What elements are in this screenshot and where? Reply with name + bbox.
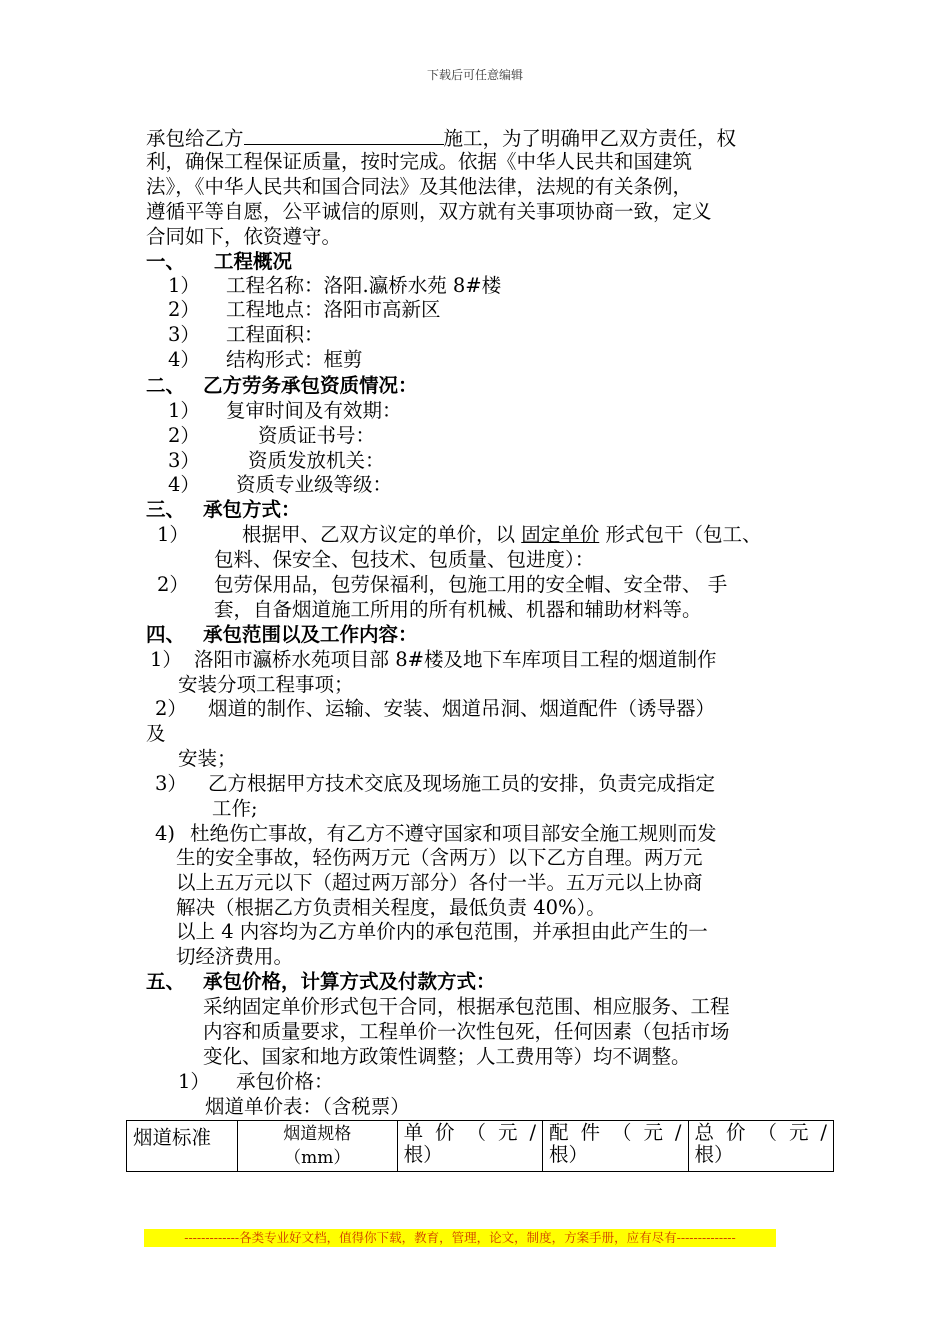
header-flue-spec: [237, 1121, 397, 1172]
s3-item-1-text-b: 形式包干（包工、: [605, 523, 762, 546]
s4-item-1-number: 1）: [150, 648, 182, 671]
header-accessory-price-line-1: 配 件 （ 元 /: [549, 1121, 682, 1144]
header-unit-price-line-2: 根）: [403, 1143, 443, 1166]
footer-banner: -------------各类专业好文档，值得你下载，教育，管理，论文，制度，方案手册，应有尽有--------------: [144, 1229, 776, 1247]
intro-line-2: 利，确保工程保证质量，按时完成。依据《中华人民共和国建筑: [146, 150, 693, 173]
s4-item-4-number: 4): [155, 822, 176, 845]
section-1-number: 一、: [146, 250, 186, 273]
s4-item-2-line-1: 烟道的制作、运输、安装、烟道吊洞、烟道配件（诱导器）: [208, 697, 716, 720]
s3-item-1-line-1: [242, 523, 761, 547]
contractor-blank-field: [244, 126, 444, 145]
s4-item-2-line-2: 及: [146, 722, 166, 745]
s1-item-1-text: 工程名称：洛阳.瀛桥水苑 8#楼: [226, 274, 502, 297]
s1-item-4-number: 4）: [168, 348, 200, 371]
s4-item-4-line-2: 生的安全事故，轻伤两万元（含两万）以下乙方自理。两万元: [176, 846, 703, 869]
header-flue-spec-line-1: 烟道规格: [283, 1124, 352, 1144]
s4-item-3-line-2: 工作;: [212, 797, 258, 820]
s1-item-1-number: 1）: [168, 274, 200, 297]
header-flue-spec-line-2: （mm）: [284, 1148, 351, 1168]
price-table: [126, 1120, 834, 1172]
s2-item-4-text: 资质专业级等级：: [236, 473, 393, 496]
s4-item-3-line-1: 乙方根据甲方技术交底及现场施工员的安排，负责完成指定: [208, 772, 716, 795]
s3-item-2-number: 2）: [157, 573, 189, 596]
page-header-note: 下载后可任意编辑: [426, 68, 523, 82]
s4-item-3-number: 3）: [155, 772, 187, 795]
s2-item-3-text: 资质发放机关：: [248, 449, 385, 472]
s2-item-3-number: 3）: [168, 449, 200, 472]
fixed-unit-price-underlined: 固定单价: [521, 523, 600, 546]
header-total-price: [688, 1121, 833, 1172]
section-5-title: 承包价格，计算方式及付款方式：: [203, 970, 496, 993]
price-table-header-row: [127, 1121, 834, 1172]
header-unit-price-line-1: 单 价 （ 元 /: [403, 1121, 537, 1144]
s3-item-2-line-2: 套，自备烟道施工所用的所有机械、机器和辅助材料等。: [214, 598, 702, 621]
header-unit-price: [397, 1121, 542, 1172]
section-2-title: 乙方劳务承包资质情况：: [203, 374, 418, 397]
s2-item-4-number: 4）: [168, 473, 200, 496]
intro-line-1-prefix: 承包给乙方: [146, 127, 244, 150]
s5-sub-text: 承包价格：: [236, 1070, 334, 1093]
s4-item-4-line-4: 解决（根据乙方负责相关程度，最低负责 40%）。: [176, 896, 606, 919]
s4-item-2-line-3: 安装；: [178, 747, 237, 770]
s5-paragraph-line-3: 变化、国家和地方政策性调整；人工费用等）均不调整。: [203, 1045, 691, 1068]
s3-item-1-text-a: 根据甲、乙双方议定的单价，以: [242, 523, 516, 546]
section-5-number: 五、: [146, 970, 186, 993]
intro-line-1: [146, 126, 736, 151]
price-table-caption: 烟道单价表：（含税票）: [205, 1095, 410, 1118]
s4-item-2-number: 2）: [155, 697, 187, 720]
s2-item-1-number: 1）: [168, 399, 200, 422]
header-accessory-price-line-2: 根）: [549, 1143, 589, 1166]
header-total-price-line-2: 根）: [694, 1143, 734, 1166]
intro-line-5: 合同如下，依资遵守。: [146, 225, 342, 248]
section-3-number: 三、: [146, 498, 186, 521]
s2-item-1-text: 复审时间及有效期：: [226, 399, 402, 422]
intro-line-4: 遵循平等自愿，公平诚信的原则，双方就有关事项协商一致，定义: [146, 200, 712, 223]
s5-paragraph-line-2: 内容和质量要求，工程单价一次性包死，任何因素（包括市场: [203, 1020, 730, 1043]
s2-item-2-text: 资质证书号：: [258, 424, 376, 447]
section-3-title: 承包方式：: [203, 498, 301, 521]
header-flue-standard: 烟道标准: [127, 1121, 238, 1172]
section-4-number: 四、: [146, 623, 186, 646]
header-accessory-price: [543, 1121, 688, 1172]
s1-item-3-number: 3）: [168, 323, 200, 346]
section-2-number: 二、: [146, 374, 186, 397]
s2-item-2-number: 2）: [168, 424, 200, 447]
header-total-price-line-1: 总 价 （ 元 /: [694, 1121, 827, 1144]
s4-item-4-line-3: 以上五万元以下（超过两万部分）各付一半。五万元以上协商: [176, 871, 703, 894]
s1-item-2-text: 工程地点：洛阳市高新区: [226, 298, 441, 321]
s4-item-4-line-6: 切经济费用。: [176, 945, 294, 968]
s4-item-1-line-2: 安装分项工程事项；: [178, 673, 354, 696]
s5-sub-number: 1）: [178, 1070, 210, 1093]
s4-item-1-line-1: 洛阳市瀛桥水苑项目部 8#楼及地下车库项目工程的烟道制作: [194, 648, 717, 671]
section-4-title: 承包范围以及工作内容：: [203, 623, 418, 646]
s3-item-1-line-2: 包料、保安全、包技术、包质量、包进度）：: [214, 548, 595, 571]
s5-paragraph-line-1: 采纳固定单价形式包干合同，根据承包范围、相应服务、工程: [203, 995, 730, 1018]
s1-item-3-text: 工程面积：: [226, 323, 324, 346]
s1-item-4-text: 结构形式：框剪: [226, 348, 363, 371]
s1-item-2-number: 2）: [168, 298, 200, 321]
intro-line-3: 法》，《中华人民共和国合同法》及其他法律，法规的有关条例，: [146, 175, 693, 198]
s4-item-4-line-1: 杜绝伤亡事故，有乙方不遵守国家和项目部安全施工规则而发: [190, 822, 717, 845]
intro-line-1-suffix: 施工，为了明确甲乙双方责任，权: [443, 127, 737, 150]
s3-item-2-line-1: 包劳保用品，包劳保福利，包施工用的安全帽、安全带、 手: [214, 573, 728, 596]
section-1-title: 工程概况: [214, 250, 293, 273]
s3-item-1-number: 1）: [157, 523, 189, 546]
s4-item-4-line-5: 以上 4 内容均为乙方单价内的承包范围，并承担由此产生的一: [176, 920, 708, 943]
